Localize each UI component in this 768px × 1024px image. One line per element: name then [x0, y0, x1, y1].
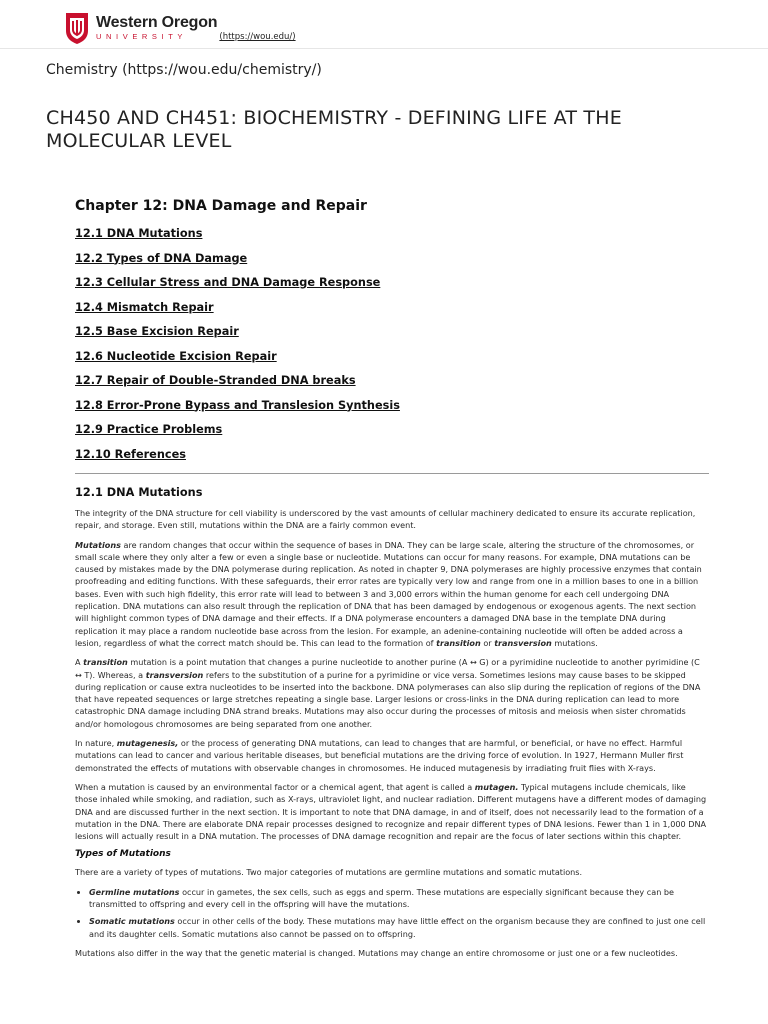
term-mutagen: mutagen. — [474, 781, 519, 792]
paragraph-mutagen: When a mutation is caused by an environmental factor or a chemical agent, that agent is called a mutagen. Typical mutagens include chemicals, like those inhaled while smoking, and radiation, such as X-rays, ultraviolet light, and nuclear radiation. Different mutagens have a different modes of damaging DNA and are discussed further in the next section. It is important to note that DNA damage, in and of itself, does not necessarily lead to the formation of a mutation in the DNA. There are elaborate DNA repair processes designed to recognize and repair different types of DNA lesions. Fewer than 1 in 1,000 DNA lesions will actually result in a DNA mutation. The processes of DNA damage recognition and repair are the focus of later sections within this chapter. — [75, 781, 707, 842]
section-divider — [75, 473, 709, 474]
university-logo-icon[interactable] — [64, 11, 90, 45]
toc-item[interactable]: 12.5 Base Excision Repair — [75, 325, 239, 338]
paragraph-intro: The integrity of the DNA structure for cell viability is underscored by the vast amounts of cellular machinery dedicated to ensure its accurate replication, repair, and storage. Even still, mutations within the DNA are a fairly common event. — [75, 508, 696, 531]
home-link[interactable]: (https://wou.edu/) — [219, 32, 296, 42]
term-transition: transition — [436, 637, 481, 648]
main-content — [75, 198, 709, 966]
paragraph-mutagenesis: In nature, mutagenesis, or the process of generating DNA mutations, can lead to changes that are harmful, or beneficial, or have no effect. Harmful mutations can lead to cancer and various heritable diseases, but beneficial mutations are the driving force of evolution. In 1927, Hermann Muller first demonstrated the effects of mutations with observable changes in chromosomes. He induced mutagenesis by irradiating fruit flies with X-rays. — [75, 738, 684, 773]
page-title: CH450 AND CH451: BIOCHEMISTRY - DEFINING LIFE AT THE MOLECULAR LEVEL — [46, 107, 622, 152]
types-subheading: Types of Mutations — [75, 849, 171, 860]
term-somatic: Somatic mutations — [89, 916, 175, 927]
paragraph-types: There are a variety of types of mutations. Two major categories of mutations are germline mutations and somatic mutations. — [75, 867, 583, 878]
term-transversion: transversion — [494, 637, 552, 648]
chapter-title: Chapter 12: DNA Damage and Repair — [75, 198, 367, 214]
logo-wordmark[interactable] — [96, 15, 217, 41]
term-mutagenesis: mutagenesis, — [116, 738, 179, 749]
paragraph-mutations: Mutations are random changes that occur within the sequence of bases in DNA. They can be large scale, altering the structure of the chromosomes, or small scale where they only alter a few or even a single base or nucleotide. Mutations can occur for many reasons. For example, DNA mutations can be caused by mistakes made by the DNA polymerase during replication. As noted in chapter 9, DNA polymerases are highly processive enzymes that contain proofreading and editing functions. With these safeguards, their error rates are typically very low and range from one in a million bases to one in a billion bases. Even with such high fidelity, this error rate will lead to between 3 and 3,000 errors within the human genome for each cell undergoing DNA replication. DNA mutations can also result through the replication of DNA that has been damaged by endogenous or exogenous agents. The next section will highlight common types of DNA damage and their effects. If a DNA polymerase encounters a damaged DNA base in the template DNA during replication it may place a random nucleotide base across from the lesion. For example, an adenine-containing nucleotide will often be added across a lesion, regardless of what the correct match should be. This can lead to the formation of transition or transversion mutations. — [75, 539, 702, 648]
toc-item[interactable]: 12.8 Error-Prone Bypass and Translesion Synthesis — [75, 398, 400, 412]
term-transversion: transversion — [145, 669, 204, 680]
toc-item[interactable]: 12.7 Repair of Double-Stranded DNA breaks — [75, 374, 356, 387]
list-item: • Somatic mutations occur in other cells of the body. These mutations may have little effect on the organism because they are confined to just one cell and its daughter cells. Somatic mutations also cannot be passed on to offspring. — [89, 915, 709, 940]
mutation-types-list — [75, 886, 709, 940]
toc-item[interactable]: 12.1 DNA Mutations — [75, 227, 203, 240]
term-transition: transition — [83, 657, 128, 668]
list-item: • Germline mutations occur in gametes, the sex cells, such as eggs and sperm. These mutations are especially significant because they can be transmitted to offspring and every cell in the offspring will have the mutations. — [89, 886, 709, 911]
toc-item[interactable]: 12.6 Nucleotide Excision Repair — [75, 349, 277, 363]
toc-item[interactable]: 12.4 Mismatch Repair — [75, 300, 214, 314]
toc-item[interactable]: 12.2 Types of DNA Damage — [75, 251, 248, 265]
paragraph-transition: A transition mutation is a point mutation that changes a purine nucleotide to another purine (A ↔ G) or a pyrimidine nucleotide to another pyrimidine (C ↔ T). Whereas, a transversion refers to the substitution of a purine for a pyrimidine or vice versa. Sometimes lesions may cause bases to be skipped during replication or cause extra nucleotides to be inserted into the backbone. DNA polymerases can also slip during the replication of regions of the DNA that have repeated sequences or large stretches repeating a single base. Larger lesions or cross-links in the DNA during replication can lead to more catastrophic DNA damage including DNA strand breaks. Mutations may also occur during the processes of mitosis and meiosis when sister chromatids and/or homologous chromosomes are being separated from one another. — [75, 657, 701, 729]
toc-item[interactable]: 12.10 References — [75, 447, 186, 461]
term-germline: Germline mutations — [89, 886, 180, 897]
logo-subtitle: UNIVERSITY — [96, 32, 188, 42]
section-title: 12.1 DNA Mutations — [75, 486, 203, 499]
table-of-contents — [75, 228, 709, 461]
site-header — [64, 8, 296, 48]
logo-name: Western Oregon — [96, 14, 218, 32]
header-divider — [0, 48, 768, 49]
breadcrumb[interactable]: Chemistry (https://wou.edu/chemistry/) — [46, 62, 322, 78]
term-mutations: Mutations — [75, 539, 121, 550]
toc-item[interactable]: 12.3 Cellular Stress and DNA Damage Response — [75, 276, 381, 289]
paragraph-differ: Mutations also differ in the way that the genetic material is changed. Mutations may change an entire chromosome or just one or a few nucleotides. — [75, 947, 678, 958]
toc-item[interactable]: 12.9 Practice Problems — [75, 423, 223, 436]
